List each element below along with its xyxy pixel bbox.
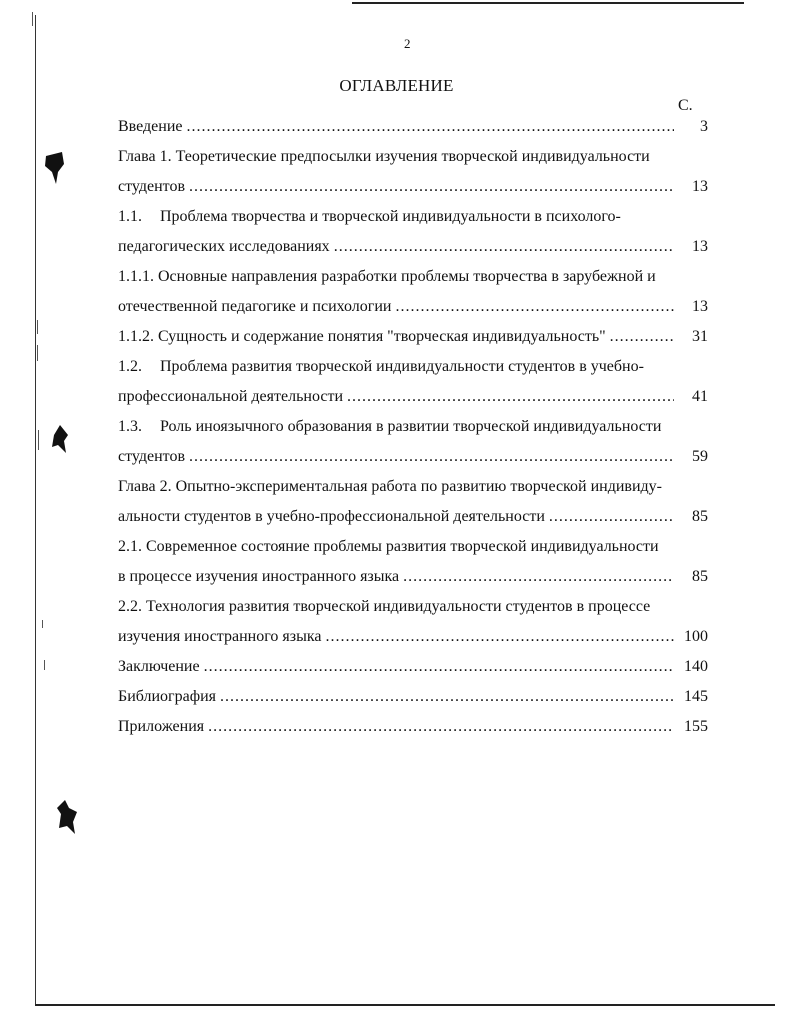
toc-entry-page: 85: [692, 508, 708, 525]
toc-entry-text: 1.1.2. Сущность и содержание понятия "творческая индивидуальность": [118, 328, 606, 345]
toc-entry-page: 3: [700, 118, 708, 135]
toc-section-number: 1.2.: [118, 358, 142, 375]
toc-entry-text: Глава 1. Теоретические предпосылки изучения творческой индивидуальности: [118, 148, 650, 165]
scan-artifact: [37, 320, 38, 334]
toc-entry-section-1-1-1-cont: [118, 296, 708, 318]
toc-entry-page: 145: [684, 688, 708, 705]
toc-entry-text: 1.1.1. Основные направления разработки проблемы творчества в зарубежной и: [118, 268, 656, 285]
toc-entry-section-1-2: [118, 356, 708, 378]
toc-entry-text: 2.1. Современное состояние проблемы развития творческой индивидуальности: [118, 538, 659, 555]
scan-bottom-rule: [35, 1004, 775, 1006]
toc-entry-page: 13: [692, 178, 708, 195]
toc-leader-dots: [189, 176, 674, 198]
page-number: 2: [404, 36, 411, 51]
toc-entry-page: 100: [684, 628, 708, 645]
toc-entry-section-1-3: [118, 416, 708, 438]
toc-section-number: 1.3.: [118, 418, 142, 435]
toc-leader-dots: [403, 566, 674, 588]
scan-left-rule: [35, 15, 36, 1005]
binding-hole-mark-icon: [55, 798, 79, 836]
toc-entry-section-2-2-cont: [118, 626, 708, 648]
toc-entry-section-1-2-cont: [118, 386, 708, 408]
toc-entry-text: Проблема творчества и творческой индивидуальности в психолого-: [160, 208, 621, 225]
toc-entry-chapter-1: [118, 146, 708, 168]
scan-artifact: [44, 660, 45, 670]
binding-hole-mark-icon: [48, 423, 72, 457]
toc-entry-page: 59: [692, 448, 708, 465]
toc-leader-dots: [334, 236, 674, 258]
toc-leader-dots: [204, 656, 674, 678]
toc-entry-text: изучения иностранного языка: [118, 628, 322, 645]
toc-entry-text: профессиональной деятельности: [118, 388, 343, 405]
scan-artifact: [42, 620, 43, 628]
toc-entry-section-1-1-cont: [118, 236, 708, 258]
toc-leader-dots: [187, 116, 675, 138]
toc-entry-page: 31: [692, 328, 708, 345]
toc-leader-dots: [395, 296, 674, 318]
toc-entry-text: в процессе изучения иностранного языка: [118, 568, 400, 585]
toc-entry-section-1-1-2: [118, 326, 708, 348]
toc-entry-text: Приложения: [118, 718, 205, 735]
toc-leader-dots: [325, 626, 674, 648]
toc-entry-conclusion: [118, 656, 708, 678]
scan-top-rule: [352, 2, 744, 4]
toc-entry-text: студентов: [118, 448, 186, 465]
toc-entry-section-1-3-cont: [118, 446, 708, 468]
toc-entry-text: Роль иноязычного образования в развитии творческой индивидуальности: [160, 418, 662, 435]
toc-leader-dots: [220, 686, 674, 708]
toc-entry-text: Заключение: [118, 658, 200, 675]
toc-entry-page: 85: [692, 568, 708, 585]
toc-entry-chapter-2-cont: [118, 506, 708, 528]
toc-leader-dots: [189, 446, 674, 468]
toc-entry-section-2-1-cont: [118, 566, 708, 588]
page-column-header: С.: [678, 97, 693, 114]
toc-entry-text: альности студентов в учебно-профессиональной деятельности: [118, 508, 545, 525]
binding-hole-mark-icon: [42, 150, 68, 186]
toc-entry-text: Введение: [118, 118, 183, 135]
toc-entry-page: 13: [692, 238, 708, 255]
scan-artifact: [37, 345, 38, 361]
scan-artifact: [38, 430, 39, 450]
toc-entry-page: 140: [684, 658, 708, 675]
toc-leader-dots: [610, 326, 674, 348]
toc-entry-section-2-1: [118, 536, 708, 558]
toc-entry-text: педагогических исследованиях: [118, 238, 330, 255]
toc-entry-text: Проблема развития творческой индивидуальности студентов в учебно-: [160, 358, 644, 375]
toc-entry-page: 155: [684, 718, 708, 735]
toc-entry-text: Библиография: [118, 688, 216, 705]
toc-entry-page: 41: [692, 388, 708, 405]
toc-entry-bibliography: [118, 686, 708, 708]
toc-entry-section-2-2: [118, 596, 708, 618]
page-title: ОГЛАВЛЕНИЕ: [339, 76, 454, 95]
toc-entry-introduction: [118, 116, 708, 138]
toc-entry-chapter-2: [118, 476, 708, 498]
toc-section-number: 1.1.: [118, 208, 142, 225]
toc-entry-appendices: [118, 716, 708, 738]
toc-entry-section-1-1-1: [118, 266, 708, 288]
scan-artifact: [32, 12, 33, 26]
toc-leader-dots: [549, 506, 674, 528]
toc-entry-page: 13: [692, 298, 708, 315]
toc-entry-chapter-1-cont: [118, 176, 708, 198]
toc-leader-dots: [208, 716, 674, 738]
toc-leader-dots: [347, 386, 674, 408]
toc-entry-text: отечественной педагогике и психологии: [118, 298, 392, 315]
toc-entry-text: студентов: [118, 178, 186, 195]
toc-entry-text: Глава 2. Опытно-экспериментальная работа по развитию творческой индивиду-: [118, 478, 662, 495]
toc-entry-text: 2.2. Технология развития творческой индивидуальности студентов в процессе: [118, 598, 651, 615]
toc-entry-section-1-1: [118, 206, 708, 228]
